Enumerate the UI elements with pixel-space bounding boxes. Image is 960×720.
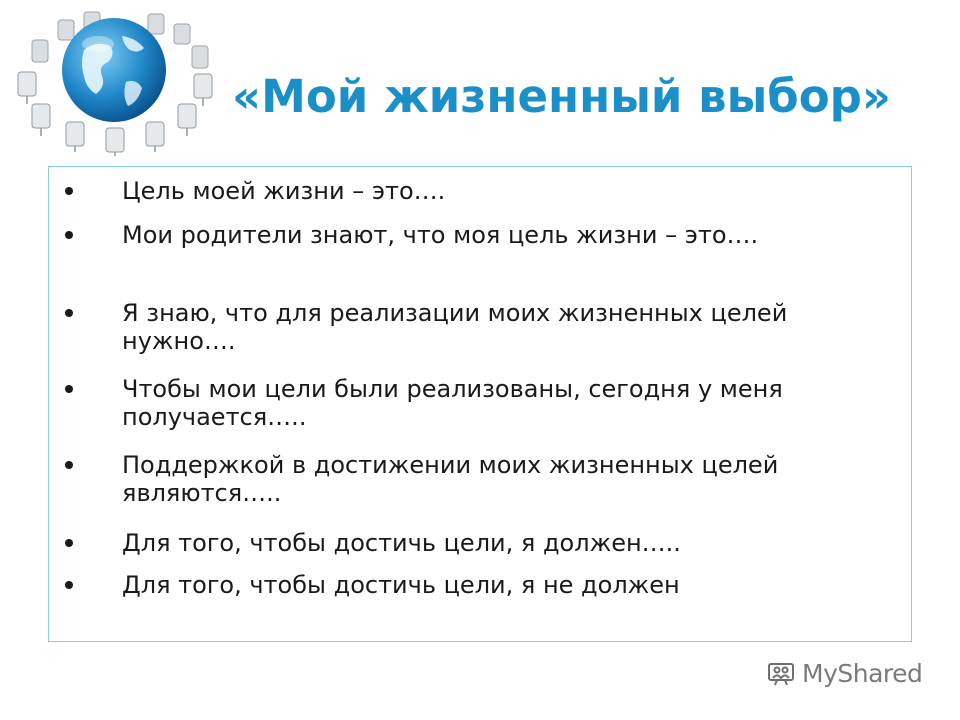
bullet-icon [65,187,73,195]
bullet-text: Для того, чтобы достичь цели, я должен….. [122,529,681,557]
content-box [48,166,912,642]
bullet-text: Для того, чтобы достичь цели, я не должен [122,571,680,599]
bullet-icon [65,581,73,589]
slide-title: «Мой жизненный выбор» [232,70,891,123]
bullet-icon [65,231,73,239]
bullet-icon [65,385,73,393]
bullet-text: Цель моей жизни – это…. [122,177,446,205]
myshared-watermark[interactable] [766,656,926,690]
bullet-icon [65,539,73,547]
bullet-icon [65,309,73,317]
globe-with-chairs-icon [6,6,216,156]
bullet-text: Я знаю, что для реализации моих жизненных целей нужно…. [122,299,788,355]
watermark-text: MyShared [802,658,923,688]
bullet-text: Поддержкой в достижении моих жизненных целей являются….. [122,451,779,507]
people-icon [766,658,796,688]
bullet-text: Чтобы мои цели были реализованы, сегодня у меня получается….. [122,375,783,431]
bullet-text: Мои родители знают, что моя цель жизни – это…. [122,221,759,249]
bullet-icon [65,461,73,469]
